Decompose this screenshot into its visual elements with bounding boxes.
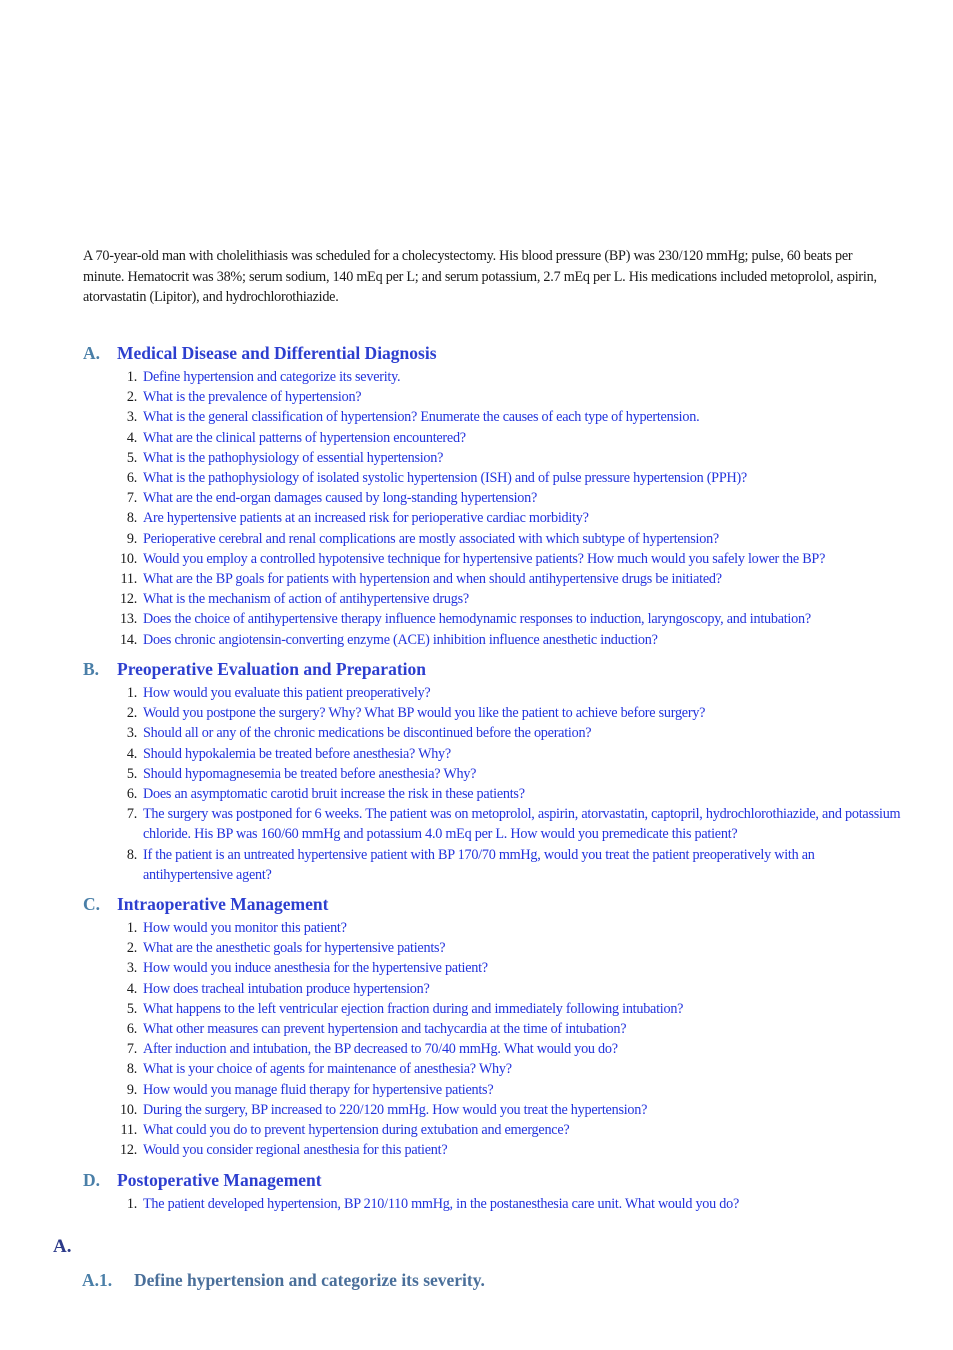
case-intro: A 70-year-old man with cholelithiasis was scheduled for a cholecystectomy. His blood pressure (BP) was 230/120 mmHg; pulse, 60 beats per minute. Hematocrit was 38%; serum sodium, 140 mEq per L; and serum potassium, 2.7 mEq per L. His medications included metoprolol, aspirin, atorvastatin (Lipitor), and hydrochlorothiazide. [83,248,877,305]
question-item [83,1019,903,1039]
section-letter: C. [83,894,101,914]
question-item [83,764,903,784]
question-number: 8. [126,846,137,863]
section-a [83,343,903,650]
question-item [83,630,903,650]
question-number: 8. [126,1061,137,1078]
question-text: Would you postpone the surgery? Why? What BP would you like the patient to achieve before surgery? [143,705,706,722]
question-item [83,569,903,589]
answer-subheading-number: A.1. [82,1270,113,1290]
question-text: If the patient is an untreated hypertensive patient with BP 170/70 mmHg, would you treat the patient preoperatively with an antihypertensive agent? [143,846,815,883]
question-number: 3. [126,725,137,742]
question-text: Would you consider regional anesthesia for this patient? [143,1142,448,1159]
question-text: The surgery was postponed for 6 weeks. The patient was on metoprolol, aspirin, atorvastatin, captopril, hydrochlorothiazide, and potassium chloride. His BP was 160/60 mmHg and potassium 4.0 mEq per L. How would you premedicate this patient? [143,806,901,843]
section-letter: D. [83,1170,101,1190]
question-item [83,549,903,569]
question-number: 13. [120,611,137,628]
question-text: Should hypokalemia be treated before anesthesia? Why? [143,745,451,762]
question-item [83,428,903,448]
question-item [83,1100,903,1120]
question-item [83,367,903,387]
question-text: What could you do to prevent hypertension during extubation and emergence? [143,1122,570,1139]
question-number: 11. [120,1122,137,1139]
section-heading [83,1170,903,1194]
question-text: How would you monitor this patient? [143,920,347,936]
question-number: 10. [120,550,137,567]
question-item [83,683,903,703]
question-item [83,1140,903,1160]
question-number: 3. [126,960,137,977]
question-item [83,609,903,629]
question-item [83,938,903,958]
question-text: What happens to the left ventricular ejection fraction during and immediately following intubation? [143,1000,684,1017]
answer-subheading-title: Define hypertension and categorize its severity. [134,1270,485,1290]
question-number: 7. [126,1041,137,1058]
question-number: 12. [120,591,137,608]
question-number: 4. [126,429,137,446]
answer-subheading [82,1270,485,1291]
section-title: Preoperative Evaluation and Preparation [117,659,426,679]
section-heading [83,659,903,683]
question-text: How would you manage fluid therapy for hypertensive patients? [143,1081,494,1098]
section-title: Medical Disease and Differential Diagnosis [117,343,437,363]
question-text: How would you evaluate this patient preoperatively? [143,685,431,701]
question-list [83,1194,903,1214]
question-number: 7. [126,806,137,823]
question-text: Does the choice of antihypertensive therapy influence hemodynamic responses to induction, laryngoscopy, and intubation? [143,611,811,628]
question-item [83,958,903,978]
question-list [83,918,903,1160]
question-number: 11. [120,571,137,588]
question-text: Perioperative cerebral and renal complications are mostly associated with which subtype of hypertension? [143,530,719,547]
question-list [83,367,903,650]
question-text: What is the pathophysiology of isolated systolic hypertension (ISH) and of pulse pressure hypertension (PPH)? [143,470,747,487]
question-number: 6. [126,1021,137,1038]
question-number: 4. [126,745,137,762]
question-item [83,1194,903,1214]
question-item [83,387,903,407]
question-text: The patient developed hypertension, BP 210/110 mmHg, in the postanesthesia care unit. What would you do? [143,1196,740,1212]
section-title: Intraoperative Management [117,894,329,914]
question-text: Are hypertensive patients at an increased risk for perioperative cardiac morbidity? [143,510,589,527]
question-number: 7. [126,490,137,507]
question-item [83,468,903,488]
question-number: 3. [126,409,137,426]
question-text: What other measures can prevent hypertension and tachycardia at the time of intubation? [143,1021,627,1038]
question-text: Should all or any of the chronic medications be discontinued before the operation? [143,725,592,742]
section-heading [83,343,903,367]
question-number: 9. [126,530,137,547]
question-text: Does chronic angiotensin-converting enzyme (ACE) inhibition influence anesthetic induction? [143,631,658,648]
question-number: 6. [126,470,137,487]
section-d [83,1170,903,1214]
question-text: How would you induce anesthesia for the hypertensive patient? [143,960,488,977]
question-text: What are the clinical patterns of hypertension encountered? [143,429,466,446]
question-number: 1. [126,685,137,701]
question-list [83,683,903,885]
question-text: What are the anesthetic goals for hypertensive patients? [143,940,446,957]
question-number: 5. [126,449,137,466]
question-text: Define hypertension and categorize its severity. [143,369,401,385]
question-number: 12. [120,1142,137,1159]
question-number: 8. [126,510,137,527]
question-number: 2. [126,389,137,406]
question-item [83,1059,903,1079]
question-item [83,918,903,938]
question-item [83,407,903,427]
section-heading [83,894,903,918]
question-item [83,508,903,528]
question-text: What is the general classification of hypertension? Enumerate the causes of each type of hypertension. [143,409,700,426]
question-text: How does tracheal intubation produce hypertension? [143,980,430,997]
question-number: 9. [126,1081,137,1098]
question-number: 6. [126,786,137,803]
question-item [83,784,903,804]
question-item [83,488,903,508]
question-text: What are the BP goals for patients with hypertension and when should antihypertensive drugs be initiated? [143,571,722,588]
question-item [83,744,903,764]
question-item [83,1080,903,1100]
question-number: 1. [126,1196,137,1212]
question-number: 1. [126,369,137,385]
question-item [83,979,903,999]
question-number: 5. [126,765,137,782]
section-letter: B. [83,659,100,679]
question-text: What is the pathophysiology of essential hypertension? [143,449,444,466]
answer-section-letter: A. [53,1236,72,1257]
question-text: What is the mechanism of action of antihypertensive drugs? [143,591,469,608]
question-item [83,804,903,844]
question-number: 1. [126,920,137,936]
question-item [83,723,903,743]
question-text: Does an asymptomatic carotid bruit increase the risk in these patients? [143,786,525,803]
question-text: During the surgery, BP increased to 220/120 mmHg. How would you treat the hypertension? [143,1101,648,1118]
question-text: Would you employ a controlled hypotensive technique for hypertensive patients? How much would you safely lower the BP? [143,550,826,567]
question-number: 5. [126,1000,137,1017]
section-letter: A. [83,343,101,363]
question-item [83,589,903,609]
question-text: What are the end-organ damages caused by long-standing hypertension? [143,490,538,507]
section-title: Postoperative Management [117,1170,322,1190]
question-item [83,1120,903,1140]
question-item [83,1039,903,1059]
question-item [83,845,903,885]
question-item [83,999,903,1019]
section-c [83,894,903,1160]
question-number: 2. [126,940,137,957]
question-number: 4. [126,980,137,997]
question-item [83,529,903,549]
question-text: What is your choice of agents for maintenance of anesthesia? Why? [143,1061,512,1078]
question-item [83,448,903,468]
question-number: 14. [120,631,137,648]
question-text: After induction and intubation, the BP decreased to 70/40 mmHg. What would you do? [143,1041,618,1058]
section-b [83,659,903,885]
question-item [83,703,903,723]
question-number: 10. [120,1101,137,1118]
question-number: 2. [126,705,137,722]
question-text: What is the prevalence of hypertension? [143,389,362,406]
question-text: Should hypomagnesemia be treated before anesthesia? Why? [143,765,477,782]
